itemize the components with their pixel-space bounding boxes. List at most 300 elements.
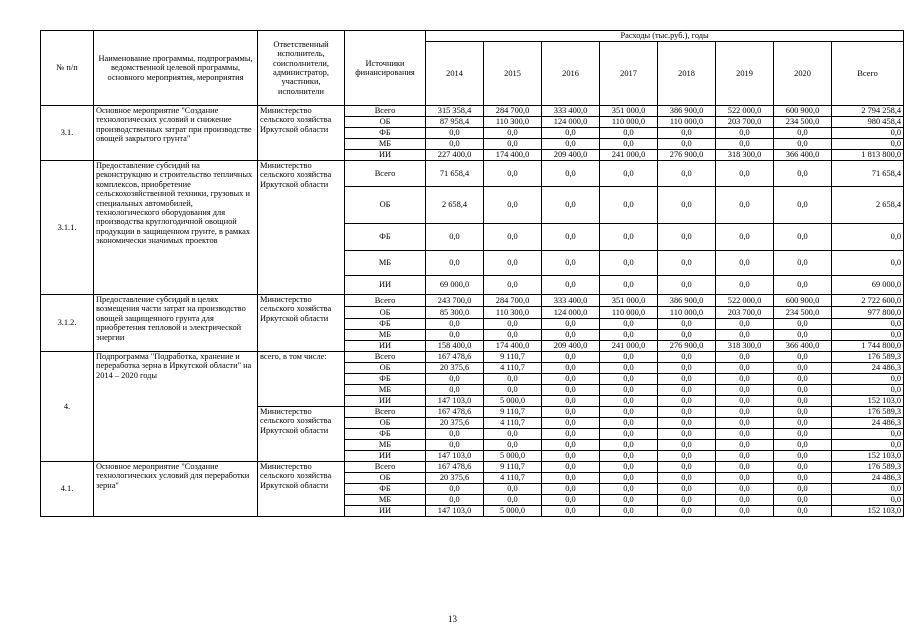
year-value: 234 500,0 (774, 117, 832, 128)
year-value: 0,0 (484, 330, 542, 341)
total-value: 0,0 (832, 139, 904, 150)
year-value: 85 300,0 (426, 307, 484, 319)
year-value: 0,0 (484, 187, 542, 224)
year-value: 0,0 (716, 440, 774, 451)
year-value: 0,0 (542, 385, 600, 396)
responsible-executor: Министерство сельского хозяйства Иркутской области (258, 407, 345, 462)
table-body (41, 106, 904, 517)
total-value: 0,0 (832, 128, 904, 139)
year-value: 203 700,0 (716, 117, 774, 128)
row-number: 4. (41, 352, 94, 462)
year-value: 0,0 (484, 484, 542, 495)
year-value: 315 358,4 (426, 106, 484, 117)
year-value: 0,0 (774, 385, 832, 396)
total-value: 2 722 600,0 (832, 295, 904, 307)
year-value: 0,0 (600, 276, 658, 295)
header-total: Всего (832, 42, 904, 106)
year-value: 0,0 (774, 224, 832, 251)
year-value: 0,0 (774, 374, 832, 385)
year-value: 0,0 (542, 418, 600, 429)
year-value: 0,0 (716, 385, 774, 396)
year-value: 110 300,0 (484, 307, 542, 319)
total-value: 152 103,0 (832, 451, 904, 462)
year-value: 0,0 (716, 251, 774, 276)
year-value: 0,0 (716, 224, 774, 251)
year-value: 124 000,0 (542, 117, 600, 128)
year-value: 0,0 (484, 374, 542, 385)
year-value: 0,0 (658, 330, 716, 341)
year-value: 0,0 (542, 139, 600, 150)
year-value: 110 000,0 (658, 117, 716, 128)
year-value: 366 400,0 (774, 150, 832, 161)
year-value: 0,0 (716, 407, 774, 418)
year-value: 0,0 (484, 251, 542, 276)
year-value: 71 658,4 (426, 161, 484, 187)
year-value: 147 103,0 (426, 506, 484, 517)
year-value: 0,0 (600, 161, 658, 187)
year-value: 0,0 (542, 451, 600, 462)
year-value: 0,0 (484, 161, 542, 187)
year-value: 0,0 (426, 440, 484, 451)
year-value: 0,0 (542, 506, 600, 517)
year-value: 0,0 (716, 484, 774, 495)
year-value: 0,0 (658, 319, 716, 330)
year-value: 0,0 (774, 276, 832, 295)
year-value: 351 000,0 (600, 295, 658, 307)
responsible-executor: Министерство сельского хозяйства Иркутской области (258, 106, 345, 161)
year-value: 20 375,6 (426, 363, 484, 374)
year-value: 0,0 (426, 251, 484, 276)
year-value: 0,0 (658, 495, 716, 506)
table-header (41, 31, 904, 106)
program-name: Предоставление субсидий на реконструкцию и строительство тепличных комплексов, приобретение сельскохозяйственной техники, грузовых и специальных автомобилей, технологического оборудования для производства круглогодичной овощной продукции в защищенном грунте, в рамках экономически значимых проектов (94, 161, 258, 295)
year-value: 333 400,0 (542, 106, 600, 117)
year-value: 276 900,0 (658, 341, 716, 352)
year-value: 5 000,0 (484, 506, 542, 517)
funding-source: Всего (345, 462, 426, 473)
year-value: 0,0 (658, 418, 716, 429)
year-value: 203 700,0 (716, 307, 774, 319)
year-value: 0,0 (542, 352, 600, 363)
year-value: 0,0 (542, 161, 600, 187)
year-value: 0,0 (658, 363, 716, 374)
year-value: 209 400,0 (542, 150, 600, 161)
funding-source: МБ (345, 139, 426, 150)
year-value: 0,0 (542, 396, 600, 407)
year-value: 0,0 (542, 484, 600, 495)
year-value: 0,0 (600, 319, 658, 330)
year-value: 0,0 (484, 495, 542, 506)
year-value: 0,0 (484, 224, 542, 251)
total-value: 0,0 (832, 385, 904, 396)
year-value: 147 103,0 (426, 451, 484, 462)
year-value: 0,0 (716, 330, 774, 341)
year-value: 0,0 (426, 495, 484, 506)
program-name: Подпрограмма "Подработка, хранение и переработка зерна в Иркутской области" на 2014 – 2020 годы (94, 352, 258, 462)
header-year: 2016 (542, 42, 600, 106)
year-value: 0,0 (484, 128, 542, 139)
year-value: 0,0 (774, 319, 832, 330)
year-value: 0,0 (542, 319, 600, 330)
year-value: 0,0 (600, 224, 658, 251)
year-value: 227 400,0 (426, 150, 484, 161)
year-value: 0,0 (600, 396, 658, 407)
year-value: 0,0 (600, 251, 658, 276)
year-value: 0,0 (600, 187, 658, 224)
year-value: 0,0 (774, 418, 832, 429)
funding-source: ОБ (345, 187, 426, 224)
year-value: 0,0 (600, 374, 658, 385)
total-value: 0,0 (832, 330, 904, 341)
total-value: 0,0 (832, 374, 904, 385)
year-value: 0,0 (774, 396, 832, 407)
row-number: 3.1.1. (41, 161, 94, 295)
header-year: 2017 (600, 42, 658, 106)
total-value: 2 658,4 (832, 187, 904, 224)
year-value: 0,0 (542, 224, 600, 251)
year-value: 0,0 (542, 374, 600, 385)
program-name: Предоставление субсидий в целях возмещения части затрат на производство овощей защищенного грунта для приобретения тепловой и электрической энергии (94, 295, 258, 352)
year-value: 158 400,0 (426, 341, 484, 352)
year-value: 0,0 (600, 462, 658, 473)
funding-source: ИИ (345, 506, 426, 517)
year-value: 0,0 (600, 495, 658, 506)
total-value: 71 658,4 (832, 161, 904, 187)
year-value: 147 103,0 (426, 396, 484, 407)
year-value: 0,0 (716, 187, 774, 224)
year-value: 0,0 (716, 473, 774, 484)
year-value: 0,0 (774, 473, 832, 484)
year-value: 0,0 (542, 363, 600, 374)
year-value: 0,0 (658, 385, 716, 396)
year-value: 0,0 (658, 440, 716, 451)
table-row (41, 462, 904, 473)
year-value: 167 478,6 (426, 407, 484, 418)
year-value: 0,0 (426, 429, 484, 440)
funding-source: ФБ (345, 128, 426, 139)
total-value: 980 458,4 (832, 117, 904, 128)
year-value: 0,0 (484, 429, 542, 440)
year-value: 600 900,0 (774, 106, 832, 117)
funding-source: Всего (345, 106, 426, 117)
total-value: 0,0 (832, 440, 904, 451)
year-value: 0,0 (658, 187, 716, 224)
year-value: 351 000,0 (600, 106, 658, 117)
year-value: 0,0 (484, 385, 542, 396)
year-value: 0,0 (600, 407, 658, 418)
year-value: 0,0 (658, 396, 716, 407)
year-value: 0,0 (716, 139, 774, 150)
total-value: 69 000,0 (832, 276, 904, 295)
header-expenses: Расходы (тыс.руб.), годы (426, 31, 904, 42)
year-value: 9 110,7 (484, 462, 542, 473)
program-name: Основное мероприятие "Создание технологических условий для переработки зерна" (94, 462, 258, 517)
year-value: 0,0 (542, 440, 600, 451)
header-name: Наименование программы, подпрограммы, ведомственной целевой программы, основного мероприятия, мероприятия (94, 31, 258, 106)
year-value: 0,0 (484, 319, 542, 330)
year-value: 366 400,0 (774, 341, 832, 352)
year-value: 9 110,7 (484, 407, 542, 418)
total-value: 0,0 (832, 224, 904, 251)
year-value: 0,0 (774, 429, 832, 440)
year-value: 0,0 (542, 407, 600, 418)
expenses-table (40, 30, 904, 517)
total-value: 977 800,0 (832, 307, 904, 319)
year-value: 522 000,0 (716, 295, 774, 307)
year-value: 600 900,0 (774, 295, 832, 307)
year-value: 5 000,0 (484, 451, 542, 462)
year-value: 0,0 (774, 161, 832, 187)
year-value: 0,0 (600, 451, 658, 462)
year-value: 0,0 (774, 506, 832, 517)
year-value: 0,0 (600, 429, 658, 440)
year-value: 0,0 (774, 187, 832, 224)
year-value: 0,0 (542, 462, 600, 473)
year-value: 174 400,0 (484, 150, 542, 161)
funding-source: МБ (345, 385, 426, 396)
year-value: 0,0 (658, 161, 716, 187)
year-value: 124 000,0 (542, 307, 600, 319)
total-value: 0,0 (832, 251, 904, 276)
year-value: 0,0 (600, 473, 658, 484)
year-value: 0,0 (600, 440, 658, 451)
year-value: 4 110,7 (484, 473, 542, 484)
year-value: 0,0 (658, 276, 716, 295)
year-value: 243 700,0 (426, 295, 484, 307)
year-value: 174 400,0 (484, 341, 542, 352)
page-number: 13 (448, 614, 457, 624)
year-value: 0,0 (600, 352, 658, 363)
total-value: 24 486,3 (832, 418, 904, 429)
total-value: 176 589,3 (832, 462, 904, 473)
year-value: 0,0 (716, 495, 774, 506)
year-value: 241 000,0 (600, 341, 658, 352)
year-value: 386 900,0 (658, 106, 716, 117)
year-value: 0,0 (658, 139, 716, 150)
total-value: 152 103,0 (832, 506, 904, 517)
year-value: 0,0 (774, 495, 832, 506)
funding-source: ФБ (345, 224, 426, 251)
year-value: 0,0 (600, 506, 658, 517)
year-value: 284 700,0 (484, 106, 542, 117)
header-year: 2015 (484, 42, 542, 106)
year-value: 0,0 (600, 385, 658, 396)
year-value: 0,0 (774, 139, 832, 150)
year-value: 0,0 (600, 484, 658, 495)
year-value: 0,0 (716, 161, 774, 187)
row-number: 3.1. (41, 106, 94, 161)
header-year: 2018 (658, 42, 716, 106)
year-value: 0,0 (542, 276, 600, 295)
total-value: 1 813 800,0 (832, 150, 904, 161)
total-value: 0,0 (832, 484, 904, 495)
funding-source: ОБ (345, 363, 426, 374)
year-value: 0,0 (542, 495, 600, 506)
year-value: 0,0 (658, 224, 716, 251)
year-value: 0,0 (658, 506, 716, 517)
header-sources: Источники финансирования (345, 31, 426, 106)
year-value: 0,0 (716, 396, 774, 407)
year-value: 284 700,0 (484, 295, 542, 307)
year-value: 209 400,0 (542, 341, 600, 352)
year-value: 0,0 (426, 319, 484, 330)
total-value: 176 589,3 (832, 352, 904, 363)
year-value: 0,0 (774, 363, 832, 374)
header-year: 2020 (774, 42, 832, 106)
year-value: 0,0 (716, 418, 774, 429)
year-value: 0,0 (658, 462, 716, 473)
program-name: Основное мероприятие "Создание технологических условий и снижение производственных затрат при производстве овощей закрытого грунта" (94, 106, 258, 161)
year-value: 0,0 (774, 251, 832, 276)
year-value: 0,0 (774, 440, 832, 451)
year-value: 0,0 (774, 407, 832, 418)
responsible-executor: Министерство сельского хозяйства Иркутской области (258, 295, 345, 352)
funding-source: Всего (345, 407, 426, 418)
year-value: 0,0 (426, 139, 484, 150)
year-value: 0,0 (774, 330, 832, 341)
year-value: 0,0 (426, 385, 484, 396)
year-value: 0,0 (716, 319, 774, 330)
year-value: 0,0 (600, 363, 658, 374)
table-row (41, 106, 904, 117)
year-value: 0,0 (658, 407, 716, 418)
year-value: 0,0 (600, 139, 658, 150)
year-value: 0,0 (774, 451, 832, 462)
year-value: 167 478,6 (426, 352, 484, 363)
funding-source: ИИ (345, 451, 426, 462)
header-num: № п/п (41, 31, 94, 106)
header-year: 2019 (716, 42, 774, 106)
year-value: 0,0 (426, 330, 484, 341)
table-row (41, 161, 904, 187)
funding-source: Всего (345, 295, 426, 307)
year-value: 0,0 (658, 484, 716, 495)
year-value: 0,0 (716, 352, 774, 363)
funding-source: ИИ (345, 276, 426, 295)
responsible-executor: Министерство сельского хозяйства Иркутской области (258, 161, 345, 295)
funding-source: ФБ (345, 374, 426, 385)
year-value: 333 400,0 (542, 295, 600, 307)
year-value: 0,0 (484, 139, 542, 150)
year-value: 0,0 (716, 374, 774, 385)
total-value: 0,0 (832, 429, 904, 440)
funding-source: ИИ (345, 150, 426, 161)
table-row (41, 352, 904, 363)
year-value: 0,0 (658, 429, 716, 440)
total-value: 1 744 800,0 (832, 341, 904, 352)
header-responsible: Ответственный исполнитель, соисполнители, администратор, участники, исполнители (258, 31, 345, 106)
year-value: 167 478,6 (426, 462, 484, 473)
year-value: 9 110,7 (484, 352, 542, 363)
funding-source: МБ (345, 495, 426, 506)
row-number: 3.1.2. (41, 295, 94, 352)
total-value: 24 486,3 (832, 473, 904, 484)
year-value: 20 375,6 (426, 418, 484, 429)
year-value: 110 000,0 (600, 307, 658, 319)
year-value: 522 000,0 (716, 106, 774, 117)
year-value: 241 000,0 (600, 150, 658, 161)
year-value: 69 000,0 (426, 276, 484, 295)
year-value: 0,0 (774, 128, 832, 139)
year-value: 234 500,0 (774, 307, 832, 319)
year-value: 0,0 (600, 330, 658, 341)
year-value: 318 300,0 (716, 150, 774, 161)
year-value: 87 958,4 (426, 117, 484, 128)
responsible-executor: Министерство сельского хозяйства Иркутской области (258, 462, 345, 517)
year-value: 0,0 (542, 187, 600, 224)
header-year: 2014 (426, 42, 484, 106)
table-row (41, 295, 904, 307)
total-value: 0,0 (832, 495, 904, 506)
funding-source: ОБ (345, 418, 426, 429)
year-value: 0,0 (542, 429, 600, 440)
total-value: 152 103,0 (832, 396, 904, 407)
year-value: 0,0 (484, 276, 542, 295)
year-value: 0,0 (716, 363, 774, 374)
funding-source: ФБ (345, 319, 426, 330)
total-value: 0,0 (832, 319, 904, 330)
year-value: 0,0 (716, 462, 774, 473)
year-value: 0,0 (658, 473, 716, 484)
funding-source: ОБ (345, 307, 426, 319)
year-value: 0,0 (716, 276, 774, 295)
year-value: 276 900,0 (658, 150, 716, 161)
year-value: 0,0 (600, 128, 658, 139)
year-value: 0,0 (542, 473, 600, 484)
year-value: 0,0 (426, 484, 484, 495)
year-value: 0,0 (658, 374, 716, 385)
year-value: 318 300,0 (716, 341, 774, 352)
funding-source: Всего (345, 161, 426, 187)
year-value: 0,0 (716, 451, 774, 462)
year-value: 110 000,0 (658, 307, 716, 319)
funding-source: ФБ (345, 429, 426, 440)
year-value: 110 000,0 (600, 117, 658, 128)
year-value: 4 110,7 (484, 363, 542, 374)
year-value: 0,0 (542, 128, 600, 139)
total-value: 176 589,3 (832, 407, 904, 418)
year-value: 5 000,0 (484, 396, 542, 407)
total-value: 2 794 258,4 (832, 106, 904, 117)
year-value: 0,0 (658, 128, 716, 139)
year-value: 0,0 (542, 251, 600, 276)
year-value: 0,0 (774, 484, 832, 495)
year-value: 0,0 (716, 429, 774, 440)
funding-source: ОБ (345, 117, 426, 128)
funding-source: ИИ (345, 396, 426, 407)
funding-source: ОБ (345, 473, 426, 484)
year-value: 0,0 (716, 506, 774, 517)
year-value: 0,0 (542, 330, 600, 341)
year-value: 2 658,4 (426, 187, 484, 224)
year-value: 0,0 (426, 374, 484, 385)
responsible-executor: всего, в том числе: (258, 352, 345, 407)
row-number: 4.1. (41, 462, 94, 517)
funding-source: МБ (345, 440, 426, 451)
year-value: 0,0 (716, 128, 774, 139)
funding-source: ФБ (345, 484, 426, 495)
year-value: 0,0 (658, 451, 716, 462)
year-value: 0,0 (658, 352, 716, 363)
year-value: 4 110,7 (484, 418, 542, 429)
year-value: 0,0 (658, 251, 716, 276)
year-value: 0,0 (426, 224, 484, 251)
year-value: 20 375,6 (426, 473, 484, 484)
funding-source: МБ (345, 330, 426, 341)
year-value: 0,0 (426, 128, 484, 139)
year-value: 386 900,0 (658, 295, 716, 307)
year-value: 110 300,0 (484, 117, 542, 128)
